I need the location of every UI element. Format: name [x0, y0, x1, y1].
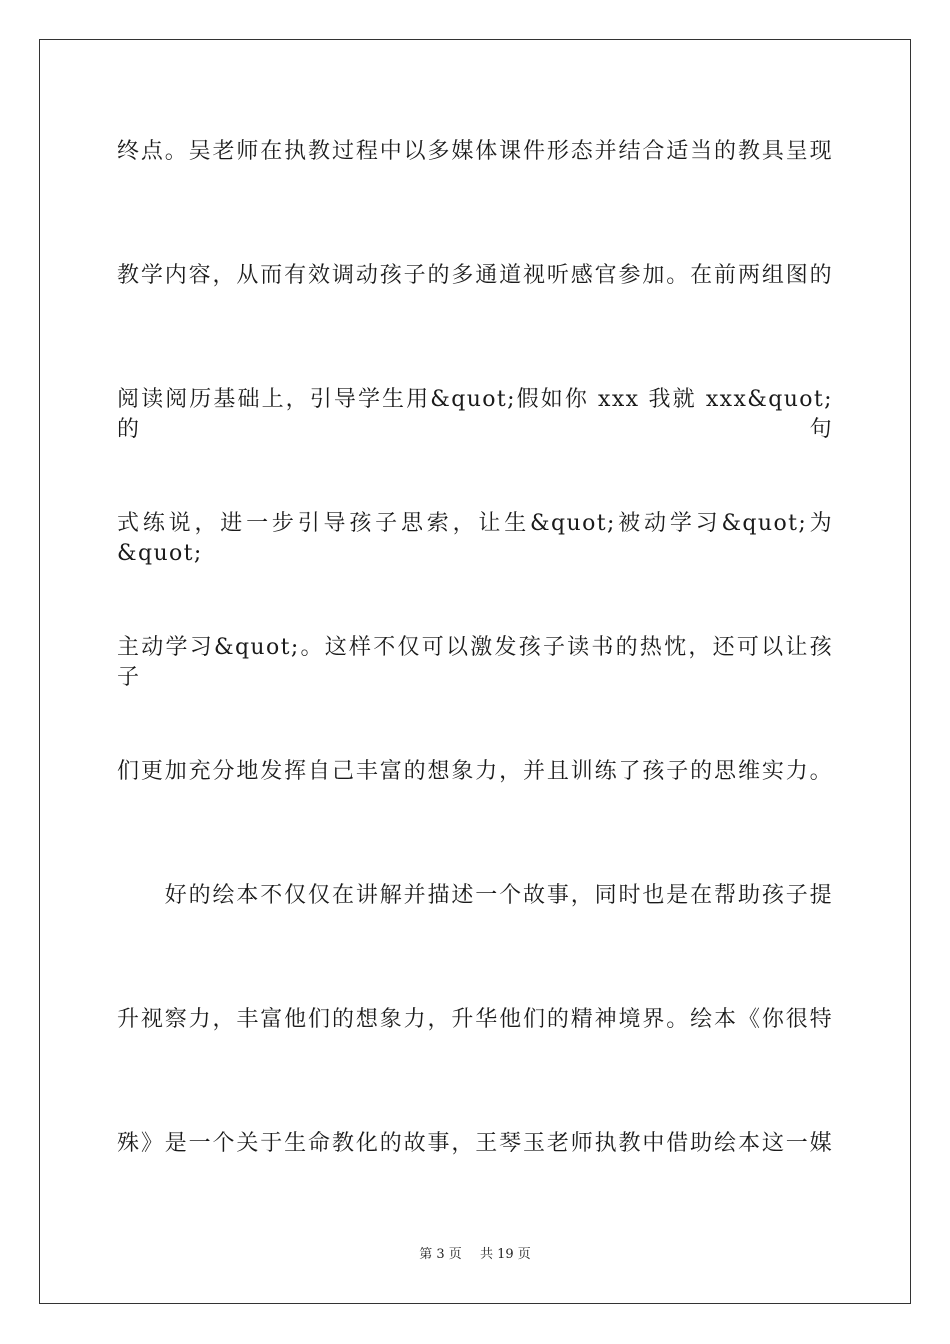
text-line-2: 教学内容，从而有效调动孩子的多通道视听感官参加。在前两组图的 — [117, 263, 833, 288]
text-line-6: 们更加充分地发挥自己丰富的想象力，并且训练了孩子的思维实力。 — [117, 759, 833, 784]
text-line-1: 终点。吴老师在执教过程中以多媒体课件形态并结合适当的教具呈现 — [117, 139, 833, 164]
text-line-4: 式练说，进一步引导孩子思索，让生&quot;被动学习&quot;为&quot; — [117, 511, 833, 566]
text-line-9: 殊》是一个关于生命教化的故事，王琴玉老师执教中借助绘本这一媒 — [117, 1131, 833, 1156]
text-line-7: 好的绘本不仅仅在讲解并描述一个故事，同时也是在帮助孩子提 — [117, 883, 833, 908]
page-footer — [0, 1246, 950, 1264]
text-line-8: 升视察力，丰富他们的想象力，升华他们的精神境界。绘本《你很特 — [117, 1007, 833, 1032]
page-number: 第 3 页 — [419, 1247, 462, 1262]
text-line-5: 主动学习&quot;。这样不仅可以激发孩子读书的热忱，还可以让孩子 — [117, 635, 833, 690]
text-line-3: 阅读阅历基础上，引导学生用&quot;假如你 xxx 我就 xxx&quot;的句 — [117, 387, 833, 442]
total-pages: 共 19 页 — [479, 1247, 531, 1262]
page-border — [39, 39, 911, 1304]
